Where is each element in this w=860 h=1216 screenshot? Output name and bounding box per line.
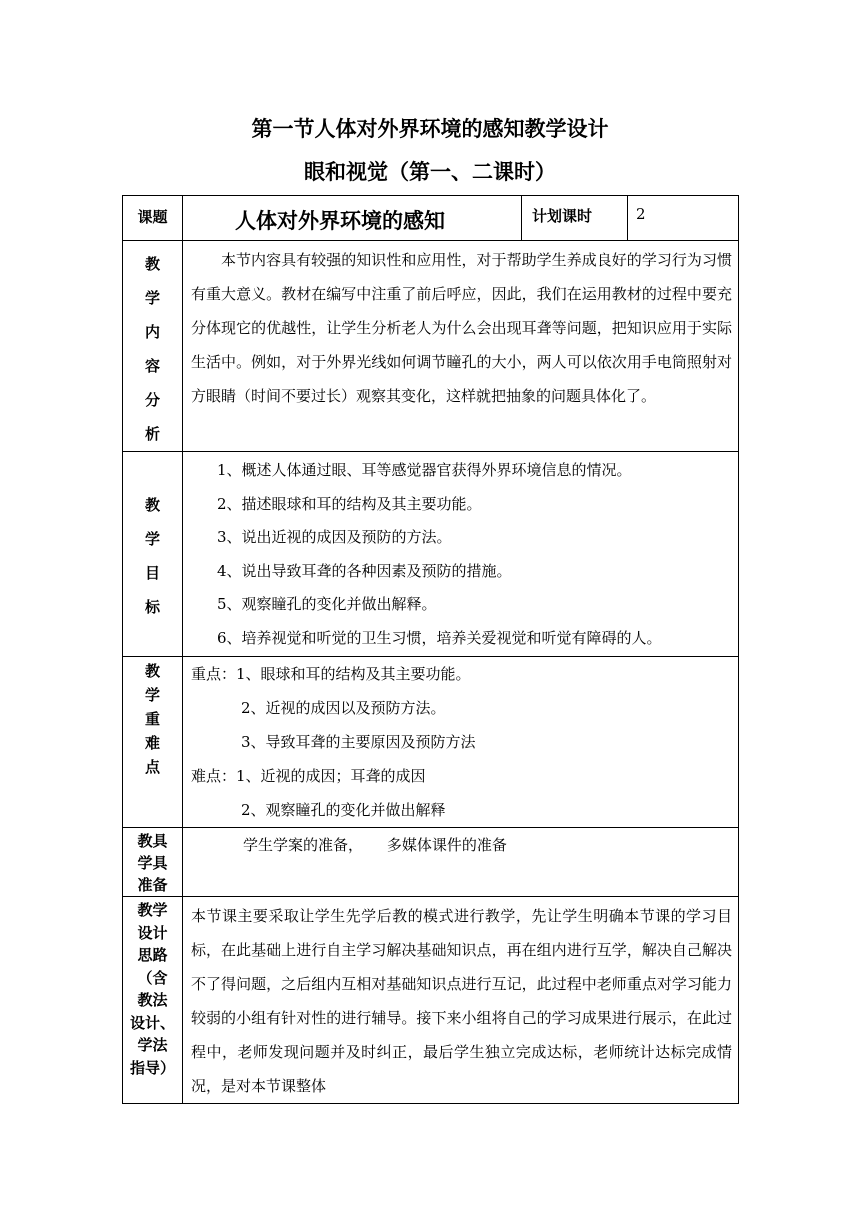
list-item: 3、说出近视的成因及预防的方法。 bbox=[217, 528, 452, 546]
table-row-goals bbox=[123, 452, 739, 657]
label-char: 教 bbox=[144, 496, 160, 514]
key-point-line: 重点：1、眼球和耳的结构及其主要功能。 bbox=[191, 665, 471, 683]
label-line: 教法 bbox=[137, 991, 168, 1009]
materials-label-cell bbox=[123, 828, 183, 897]
content-analysis-text-wrap bbox=[183, 241, 738, 413]
label-char: 目 bbox=[144, 564, 160, 582]
label-line: 指导） bbox=[129, 1058, 175, 1077]
design-text: 本节课主要采取让学生先学后教的模式进行教学，先让学生明确本节课的学习目标，在此基础上进行自主学习解决基础知识点，再在组内进行互学，解决自己解决不了得问题，之后组内互相对基础知识点进行互记，此过程中老师重点对学习能力较弱的小组有针对性的进行辅导。接下来小组将自己的学习成果进行展示，在此过程中，老师发现问题并及时纠正，最后学生独立完成达标，老师统计达标完成情况，是对本节课整体 bbox=[191, 907, 732, 1095]
label-line: 设计 bbox=[137, 923, 168, 942]
document-title: 第一节人体对外界环境的感知教学设计 bbox=[251, 117, 609, 141]
label-line: 学法 bbox=[137, 1036, 168, 1054]
table-row-topic bbox=[123, 196, 739, 241]
goals-list bbox=[183, 452, 738, 655]
design-label bbox=[123, 897, 182, 1079]
hours-value: 2 bbox=[636, 205, 646, 223]
label-line: （含 bbox=[137, 968, 168, 987]
label-char: 教 bbox=[144, 255, 160, 273]
label-char: 分 bbox=[144, 391, 160, 409]
goals-label bbox=[123, 452, 182, 624]
key-points-label-cell bbox=[123, 657, 183, 828]
document-subtitle: 眼和视觉（第一、二课时） bbox=[304, 160, 556, 184]
hours-label: 计划课时 bbox=[532, 207, 593, 225]
topic-value-cell bbox=[183, 196, 522, 241]
key-points-list bbox=[183, 657, 738, 827]
label-char: 析 bbox=[144, 425, 160, 443]
label-char: 点 bbox=[144, 758, 160, 776]
label-char: 学 bbox=[144, 289, 160, 307]
label-char: 难 bbox=[144, 734, 160, 752]
label-line: 教具 bbox=[137, 832, 168, 850]
label-char: 教 bbox=[144, 662, 160, 680]
lesson-plan-table bbox=[122, 195, 739, 1104]
design-label-cell bbox=[123, 897, 183, 1104]
label-line: 学具 bbox=[137, 854, 168, 872]
label-line: 思路 bbox=[137, 946, 168, 964]
hours-label-cell bbox=[522, 196, 628, 241]
goals-cell bbox=[183, 452, 739, 657]
label-char: 学 bbox=[144, 686, 160, 704]
key-point-line: 3、导致耳聋的主要原因及预防方法 bbox=[241, 733, 476, 751]
hours-value-cell bbox=[628, 196, 739, 241]
materials-cell bbox=[183, 828, 739, 897]
topic-value: 人体对外界环境的感知 bbox=[235, 209, 445, 233]
label-char: 学 bbox=[144, 530, 160, 548]
goals-label-cell bbox=[123, 452, 183, 657]
content-analysis-text: 本节内容具有较强的知识性和应用性，对于帮助学生养成良好的学习行为习惯有重大意义。教材在编写中注重了前后呼应，因此，我们在运用教材的过程中要充分体现它的优越性，让学生分析老人为什么会出现耳聋等问题，把知识应用于实际生活中。例如，对于外界光线如何调节瞳孔的大小，两人可以依次用手电筒照射对方眼睛（时间不要过长）观察其变化，这样就把抽象的问题具体化了。 bbox=[191, 251, 732, 405]
label-line: 设计、 bbox=[129, 1013, 175, 1032]
key-points-label bbox=[123, 657, 182, 779]
label-char: 标 bbox=[144, 598, 160, 616]
key-point-line: 难点：1、近视的成因；耳聋的成因 bbox=[191, 767, 426, 785]
materials-text: 学生学案的准备， 多媒体课件的准备 bbox=[243, 836, 507, 854]
label-line: 准备 bbox=[137, 876, 168, 894]
list-item: 6、培养视觉和听觉的卫生习惯，培养关爱视觉和听觉有障碍的人。 bbox=[217, 628, 662, 647]
key-point-line: 2、观察瞳孔的变化并做出解释 bbox=[241, 801, 446, 819]
list-item: 2、描述眼球和耳的结构及其主要功能。 bbox=[217, 494, 482, 513]
design-cell bbox=[183, 897, 739, 1104]
materials-label bbox=[123, 828, 182, 896]
content-analysis-cell bbox=[183, 241, 739, 452]
table-row-materials bbox=[123, 828, 739, 897]
list-item: 5、观察瞳孔的变化并做出解释。 bbox=[217, 595, 437, 613]
topic-label: 课题 bbox=[137, 208, 168, 226]
list-item: 1、概述人体通过眼、耳等感觉器官获得外界环境信息的情况。 bbox=[217, 461, 632, 479]
content-analysis-label-cell bbox=[123, 241, 183, 452]
label-char: 内 bbox=[144, 323, 160, 341]
content-analysis-label bbox=[123, 241, 182, 451]
key-points-cell bbox=[183, 657, 739, 828]
label-char: 重 bbox=[144, 710, 160, 728]
key-point-line: 2、近视的成因以及预防方法。 bbox=[241, 699, 446, 717]
label-char: 容 bbox=[144, 357, 160, 375]
label-line: 教学 bbox=[137, 901, 168, 919]
table-row-key-points bbox=[123, 657, 739, 828]
list-item: 4、说出导致耳聋的各种因素及预防的措施。 bbox=[217, 561, 512, 580]
table-row-design bbox=[123, 897, 739, 1104]
table-row-content-analysis bbox=[123, 241, 739, 452]
topic-label-cell bbox=[123, 196, 183, 241]
